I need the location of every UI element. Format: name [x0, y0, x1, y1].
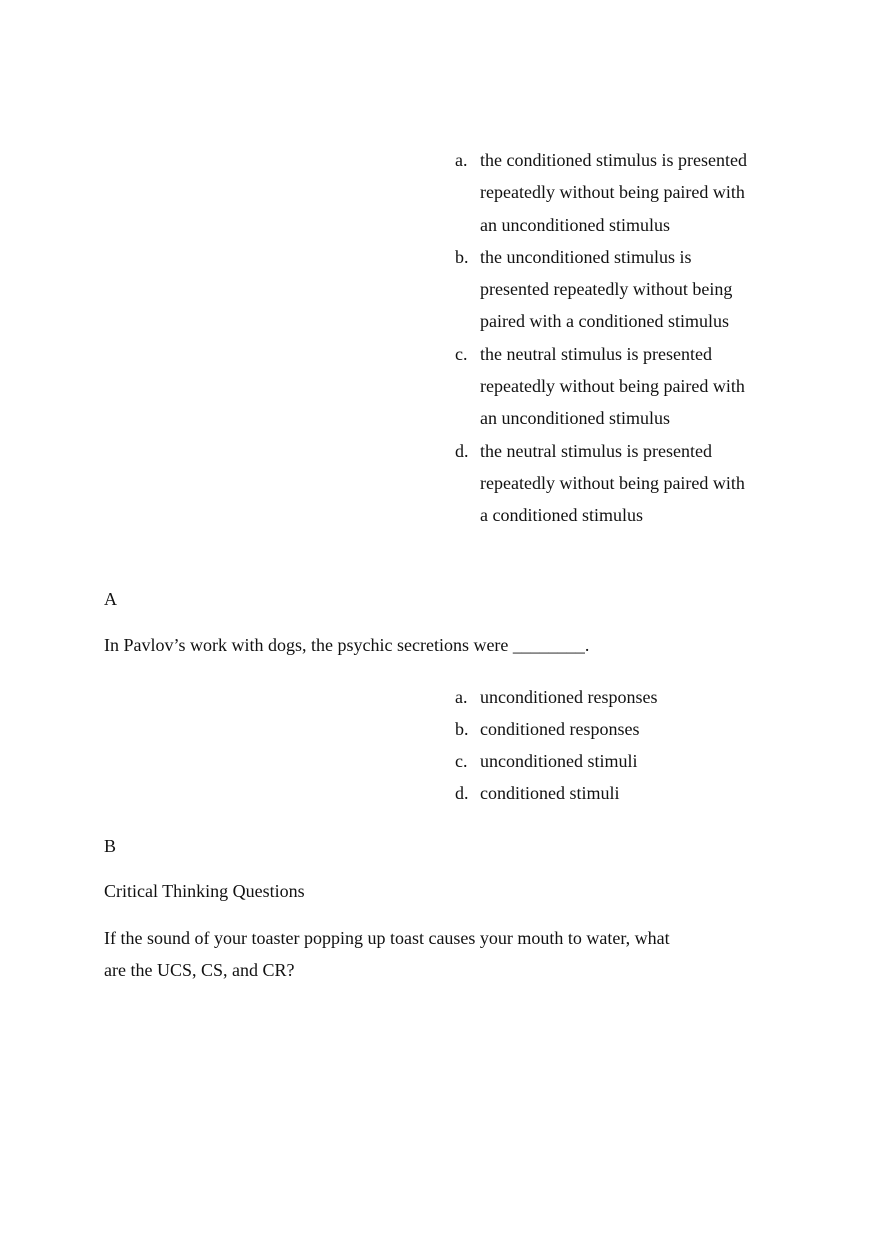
option-text: the neutral stimulus is presented repeatedly without being paired with an unconditioned stimulus [480, 343, 745, 429]
option-letter: d. [455, 440, 469, 461]
option-text: the conditioned stimulus is presented repeatedly without being paired with an unconditioned stimulus [480, 150, 747, 235]
question2-option-d [455, 777, 750, 809]
question2-options [455, 681, 750, 809]
question1-answer: A [104, 589, 117, 609]
section-heading: Critical Thinking Questions [104, 881, 305, 901]
option-letter: c. [455, 343, 468, 364]
question2-option-c [455, 745, 750, 777]
option-text: unconditioned stimuli [480, 751, 638, 771]
option-letter: a. [455, 150, 468, 170]
question1-option-b [455, 241, 750, 338]
option-letter: b. [455, 246, 469, 267]
question1-option-c [455, 338, 750, 435]
option-text: the neutral stimulus is presented repeatedly without being paired with a conditioned stimulus [480, 440, 745, 526]
question1-option-d [455, 435, 750, 532]
option-text: conditioned stimuli [480, 783, 620, 803]
critical-thinking-question: If the sound of your toaster popping up toast causes your mouth to water, what are the UCS, CS, and CR? [104, 928, 670, 980]
question2-prompt: In Pavlov’s work with dogs, the psychic secretions were ________. [104, 635, 590, 655]
option-text: unconditioned responses [480, 687, 658, 707]
question1-option-a [455, 144, 750, 241]
option-letter: c. [455, 751, 468, 771]
question2-option-a [455, 681, 750, 713]
option-letter: d. [455, 783, 469, 803]
option-text: conditioned responses [480, 719, 640, 739]
question2-answer: B [104, 836, 117, 856]
question2-option-b [455, 713, 750, 745]
question1-options [455, 144, 750, 532]
option-text: the unconditioned stimulus is presented repeatedly without being paired with a conditioned stimulus [480, 246, 733, 332]
option-letter: a. [455, 687, 468, 707]
option-letter: b. [455, 719, 469, 739]
